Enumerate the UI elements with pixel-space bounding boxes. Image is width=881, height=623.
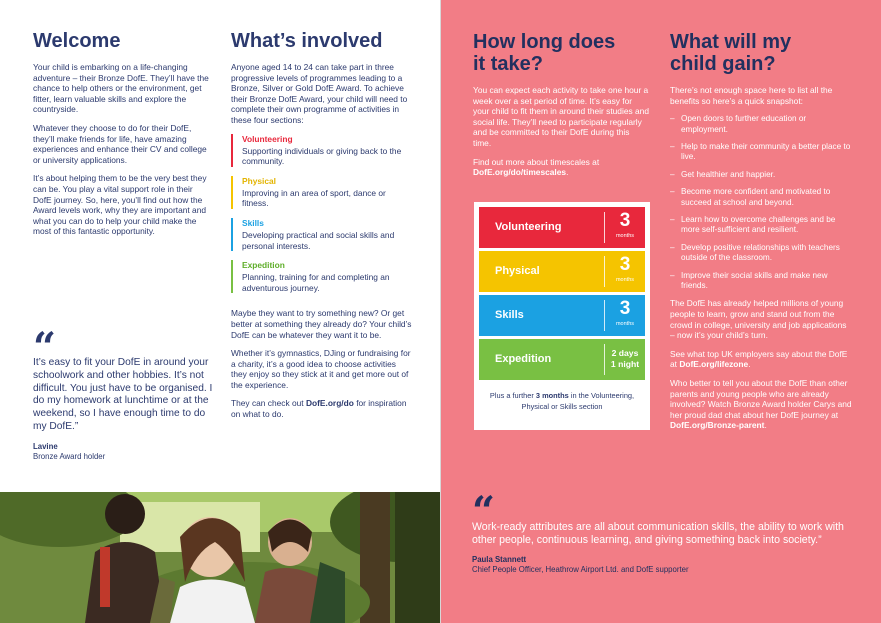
timescales-table (474, 202, 650, 430)
gain-paragraph-3-text: Who better to tell you about the DofE than other parents and young people who are already involved? Watch Bronze Award holder Carys and her proud dad chat about her DofE journey at (670, 378, 852, 420)
timescale-row-number: 3 (619, 210, 631, 231)
section-volunteering (231, 134, 413, 167)
lavine-quote: It’s easy to fit your DofE in around your schoolwork and other hobbies. It’s not difficult. You just have to be organised. I do my homework at lunchtime or at the weekend, so I have enough time to do my DofE.” (33, 357, 213, 432)
involved-paragraph-4-text: They can check out (231, 398, 306, 409)
timescales-note-text: Plus a further (489, 391, 536, 400)
section-physical-name: Physical (242, 175, 276, 186)
involved-paragraph-4 (231, 398, 413, 419)
benefit-item: – Get healthier and happier. (670, 170, 852, 180)
benefit-item: – Help to make their community a better place to live. (670, 142, 852, 163)
howlong-heading-line-1: How long does (473, 31, 616, 53)
involved-intro: Anyone aged 14 to 24 can take part in three progressive levels of programmes leading to a Bronze, Silver or Gold DofE Award. To achieve their Bronze DofE Award, your child will need to complete their own programme of activities in these four sections: (231, 62, 408, 125)
dofe-do-link[interactable]: DofE.org/do (305, 398, 354, 409)
paula-quote-block (472, 488, 852, 575)
section-volunteering-desc: Supporting individuals or giving back to the community. (242, 145, 402, 167)
timescale-row-volunteering (479, 207, 645, 248)
bronze-parent-link[interactable]: DofE.org/Bronze-parent (670, 420, 765, 431)
gain-heading-line-2: child gain? (670, 53, 776, 75)
gain-paragraph-2 (670, 349, 852, 370)
timescale-row-number: 3 (619, 298, 631, 319)
expedition-nights: 1 night (610, 359, 640, 369)
timescale-row-unit: months (615, 321, 635, 327)
welcome-paragraph-2: Whatever they choose to do for their DofE, they’ll make friends for life, have amazing experiences and enhance their CV and college or university applications. (33, 122, 207, 165)
welcome-paragraph-1: Your child is embarking on a life-changing adventure – their Bronze DofE. They’ll have the chance to help others or the environment, get fitter, learn valuable skills and explore the countryside. (33, 62, 209, 115)
involved-paragraph-4-tail: for inspiration on what to do. (231, 398, 407, 420)
benefit-item: – Learn how to overcome challenges and be more self-sufficient and resilient. (670, 215, 852, 236)
involved-paragraph-2: Maybe they want to try something new? Or get better at something they already do? Your child’s DofE can be whatever they want it to be. (231, 308, 412, 340)
section-skills-name: Skills (242, 217, 264, 228)
timescale-row-unit: months (615, 277, 635, 283)
timescale-row-skills (479, 295, 645, 336)
timescale-row-name: Physical (495, 265, 540, 277)
expedition-days: 2 days (611, 348, 639, 358)
timescale-row-name: Volunteering (495, 221, 562, 233)
lavine-name: Lavine (33, 441, 58, 451)
photo-illustration (0, 492, 441, 623)
section-physical (231, 176, 413, 209)
gain-paragraph-1: The DofE has already helped millions of young people to learn, grow and stand out from the crowd in college, university and job applications – now it’s your child’s turn. (670, 298, 847, 341)
gain-paragraph-2-tail: . (748, 359, 751, 370)
timescale-row-name: Expedition (495, 353, 552, 365)
welcome-heading: Welcome (33, 30, 121, 52)
timescale-row-expedition (479, 339, 645, 380)
gain-paragraph-2-text: See what top UK employers say about the DofE at (670, 348, 848, 370)
quote-mark-icon: “ (33, 324, 57, 371)
gain-intro: There’s not enough space here to list all the benefits so here’s a quick snapshot: (670, 85, 833, 106)
timescales-link[interactable]: DofE.org/do/timescales (473, 167, 567, 178)
timescale-row-name: Skills (495, 309, 524, 321)
timescale-row-number: 3 (619, 254, 631, 275)
welcome-column (33, 30, 213, 245)
welcome-paragraph-3: It’s about helping them to be the very best they can be. You play a vital support role in their DofE journey. So, here, you’ll find out how the Award levels work, why they are important and what you can do to help your child make the most of this fantastic opportunity. (33, 173, 207, 237)
gain-paragraph-3-tail: . (764, 420, 767, 431)
howlong-paragraph-1: You can expect each activity to take one hour a week over a set period of time. It’s easy for your child to fit them in around their studies and social life. They’ll need to participate regularly and be committed to their DofE during this time. (473, 85, 649, 148)
gain-benefit-list (670, 114, 852, 291)
lavine-role: Bronze Award holder (33, 451, 106, 461)
howlong-paragraph-2-text: Find out more about timescales at (473, 156, 600, 167)
timescale-row-unit: months (615, 233, 635, 239)
involved-column (231, 30, 413, 428)
howlong-column (473, 31, 649, 186)
paula-role: Chief People Officer, Heathrow Airport Ltd. and DofE supporter (472, 565, 689, 574)
section-physical-desc: Improving in an area of sport, dance or fitness. (242, 187, 386, 209)
lavine-quote-block (33, 324, 213, 462)
section-skills-desc: Developing practical and social skills and personal interests. (242, 229, 395, 251)
howlong-paragraph-2-tail: . (566, 167, 569, 178)
benefit-item: – Develop positive relationships with teachers outside of the classroom. (670, 243, 852, 264)
lifezone-link[interactable]: DofE.org/lifezone (679, 359, 749, 370)
involved-heading: What’s involved (231, 30, 383, 52)
benefit-item: – Open doors to further education or employment. (670, 114, 852, 135)
gain-column (670, 31, 852, 439)
section-expedition-desc: Planning, training for and completing an adventurous journey. (242, 272, 390, 293)
benefit-item: – Improve their social skills and make new friends. (670, 271, 852, 292)
section-skills (231, 218, 413, 251)
young-people-photo (0, 492, 441, 623)
benefit-item: – Become more confident and motivated to succeed at school and beyond. (670, 187, 852, 208)
howlong-paragraph-2 (473, 157, 649, 178)
quote-mark-icon: “ (472, 488, 496, 535)
involved-paragraph-3: Whether it’s gymnastics, DJing or fundraising for a charity, it’s a good idea to choose activities they enjoy so they stick at it and get more out of the experience. (231, 348, 411, 390)
section-expedition (231, 260, 413, 293)
gain-paragraph-3 (670, 378, 852, 431)
section-volunteering-name: Volunteering (242, 133, 293, 144)
timescale-row-days (605, 348, 645, 370)
timescales-note-bold: 3 months (535, 391, 569, 400)
timescales-note (482, 391, 642, 412)
howlong-heading-line-2: it take? (473, 53, 544, 75)
paula-name: Paula Stannett (472, 555, 527, 564)
paula-quote: Work-ready attributes are all about communication skills, the ability to work with other people, continuous learning, and giving something back into society.” (472, 521, 844, 546)
timescales-note-tail: in the Volunteering, Physical or Skills section (521, 391, 635, 411)
section-expedition-name: Expedition (242, 260, 285, 271)
timescale-row-physical (479, 251, 645, 292)
gain-heading-line-1: What will my (670, 31, 792, 53)
